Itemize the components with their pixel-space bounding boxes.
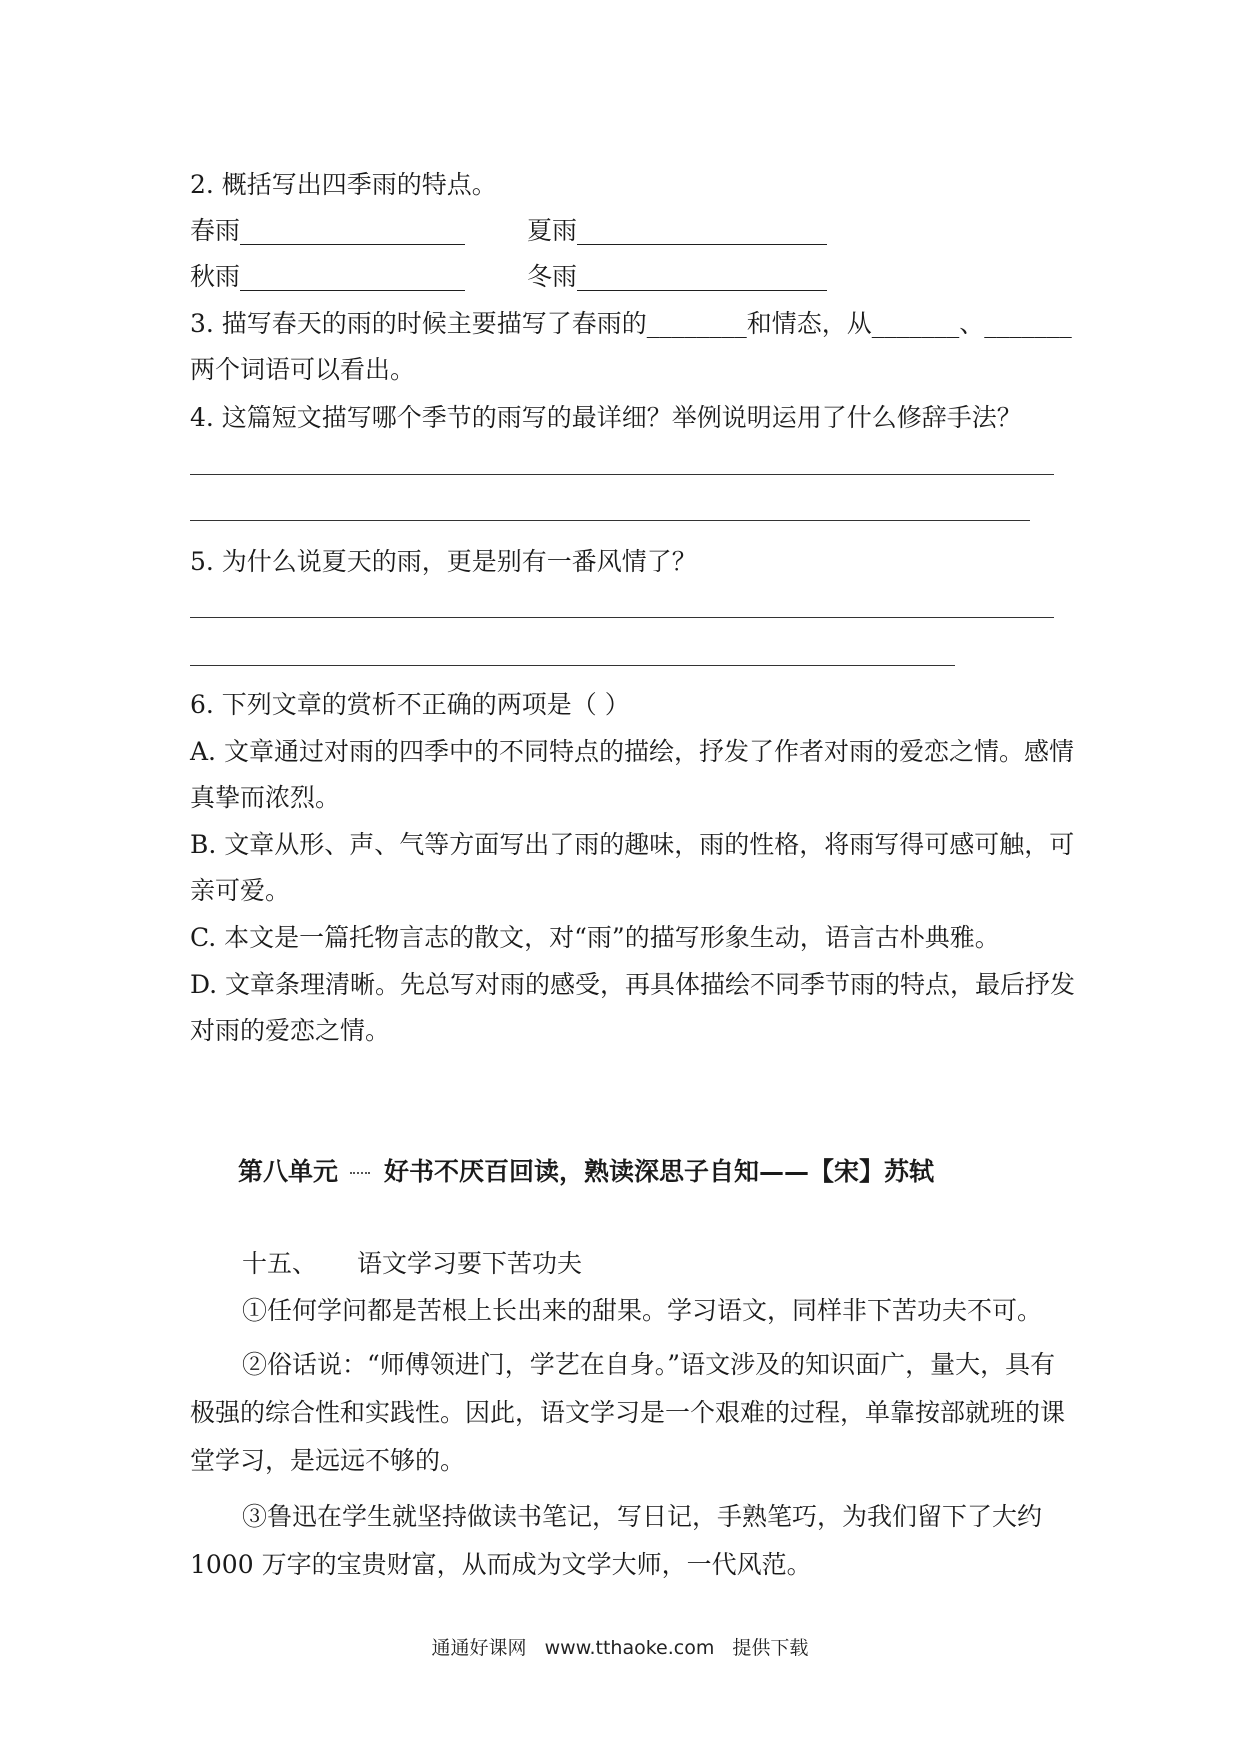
paragraph-3-line-1: ③鲁迅在学生就坚持做读书笔记，写日记，手熟笔巧，为我们留下了大约 [242, 1502, 1043, 1531]
q6-option-b-line-1: B. 文章从形、声、气等方面写出了雨的趣味，雨的性格，将雨写得可感可触，可 [190, 830, 1075, 859]
q6-option-c: C. 本文是一篇托物言志的散文，对“雨”的描写形象生动，语言古朴典雅。 [190, 923, 1000, 952]
q6-option-d-line-1: D. 文章条理清晰。先总写对雨的感受，再具体描绘不同季节雨的特点，最后抒发 [190, 970, 1076, 999]
q5-answer-line-2 [190, 665, 955, 666]
unit-heading [238, 1155, 934, 1189]
q6-option-b-line-2: 亲可爱。 [190, 876, 291, 905]
q2-spring-blank: 春雨__________________ [190, 216, 466, 245]
q4-answer-line-1 [190, 474, 1054, 475]
q2-summer-blank: 夏雨____________________ [527, 216, 828, 245]
paragraph-2-line-3: 堂学习，是远远不够的。 [190, 1446, 466, 1475]
q2-prompt: 2. 概括写出四季雨的特点。 [190, 170, 497, 199]
q3-line-2: 两个词语可以看出。 [190, 355, 416, 384]
q6-option-a-line-1: A. 文章通过对雨的四季中的不同特点的描绘，抒发了作者对雨的爱恋之情。感情 [190, 737, 1074, 766]
lesson-heading [242, 1247, 1112, 1281]
q3-line-1: 3. 描写春天的雨的时候主要描写了春雨的________和情态，从_______、_______ [190, 309, 1072, 338]
footer-suffix: 提供下载 [732, 1637, 809, 1659]
q6-option-a-line-2: 真挚而浓烈。 [190, 783, 341, 812]
lesson-number: 十五、 [242, 1249, 318, 1278]
q6-option-d-line-2: 对雨的爱恋之情。 [190, 1016, 391, 1045]
q5-prompt: 5. 为什么说夏天的雨，更是别有一番风情了？ [190, 547, 697, 576]
q2-winter-blank: 冬雨____________________ [527, 262, 828, 291]
paragraph-1: ①任何学问都是苦根上长出来的甜果。学习语文，同样非下苦功夫不可。 [242, 1296, 1043, 1325]
q5-answer-line-1 [190, 617, 1054, 618]
paragraph-2-line-2: 极强的综合性和实践性。因此，语文学习是一个艰难的过程，单靠按部就班的课 [190, 1398, 1066, 1427]
q4-prompt: 4. 这篇短文描写哪个季节的雨写的最详细？举例说明运用了什么修辞手法？ [190, 403, 1022, 432]
unit-quote: 好书不厌百回读，熟读深思子自知——【宋】苏轼 [384, 1157, 935, 1186]
q6-prompt: 6. 下列文章的赏析不正确的两项是（ ） [190, 690, 630, 719]
q4-answer-line-2 [190, 520, 1030, 521]
footer-site-name: 通通好课网 [431, 1637, 527, 1659]
q2-autumn-blank: 秋雨__________________ [190, 262, 466, 291]
paragraph-2-line-1: ②俗话说：“师傅领进门，学艺在自身。”语文涉及的知识面广，量大，具有 [242, 1350, 1056, 1379]
unit-label: 第八单元 [238, 1157, 339, 1186]
footer-url[interactable]: www.tthaoke.com [544, 1637, 715, 1659]
paragraph-3-line-2: 1000 万字的宝贵财富，从而成为文学大师，一代风范。 [190, 1550, 812, 1579]
lesson-title: 语文学习要下苦功夫 [357, 1249, 583, 1278]
page-footer [0, 1635, 1240, 1661]
